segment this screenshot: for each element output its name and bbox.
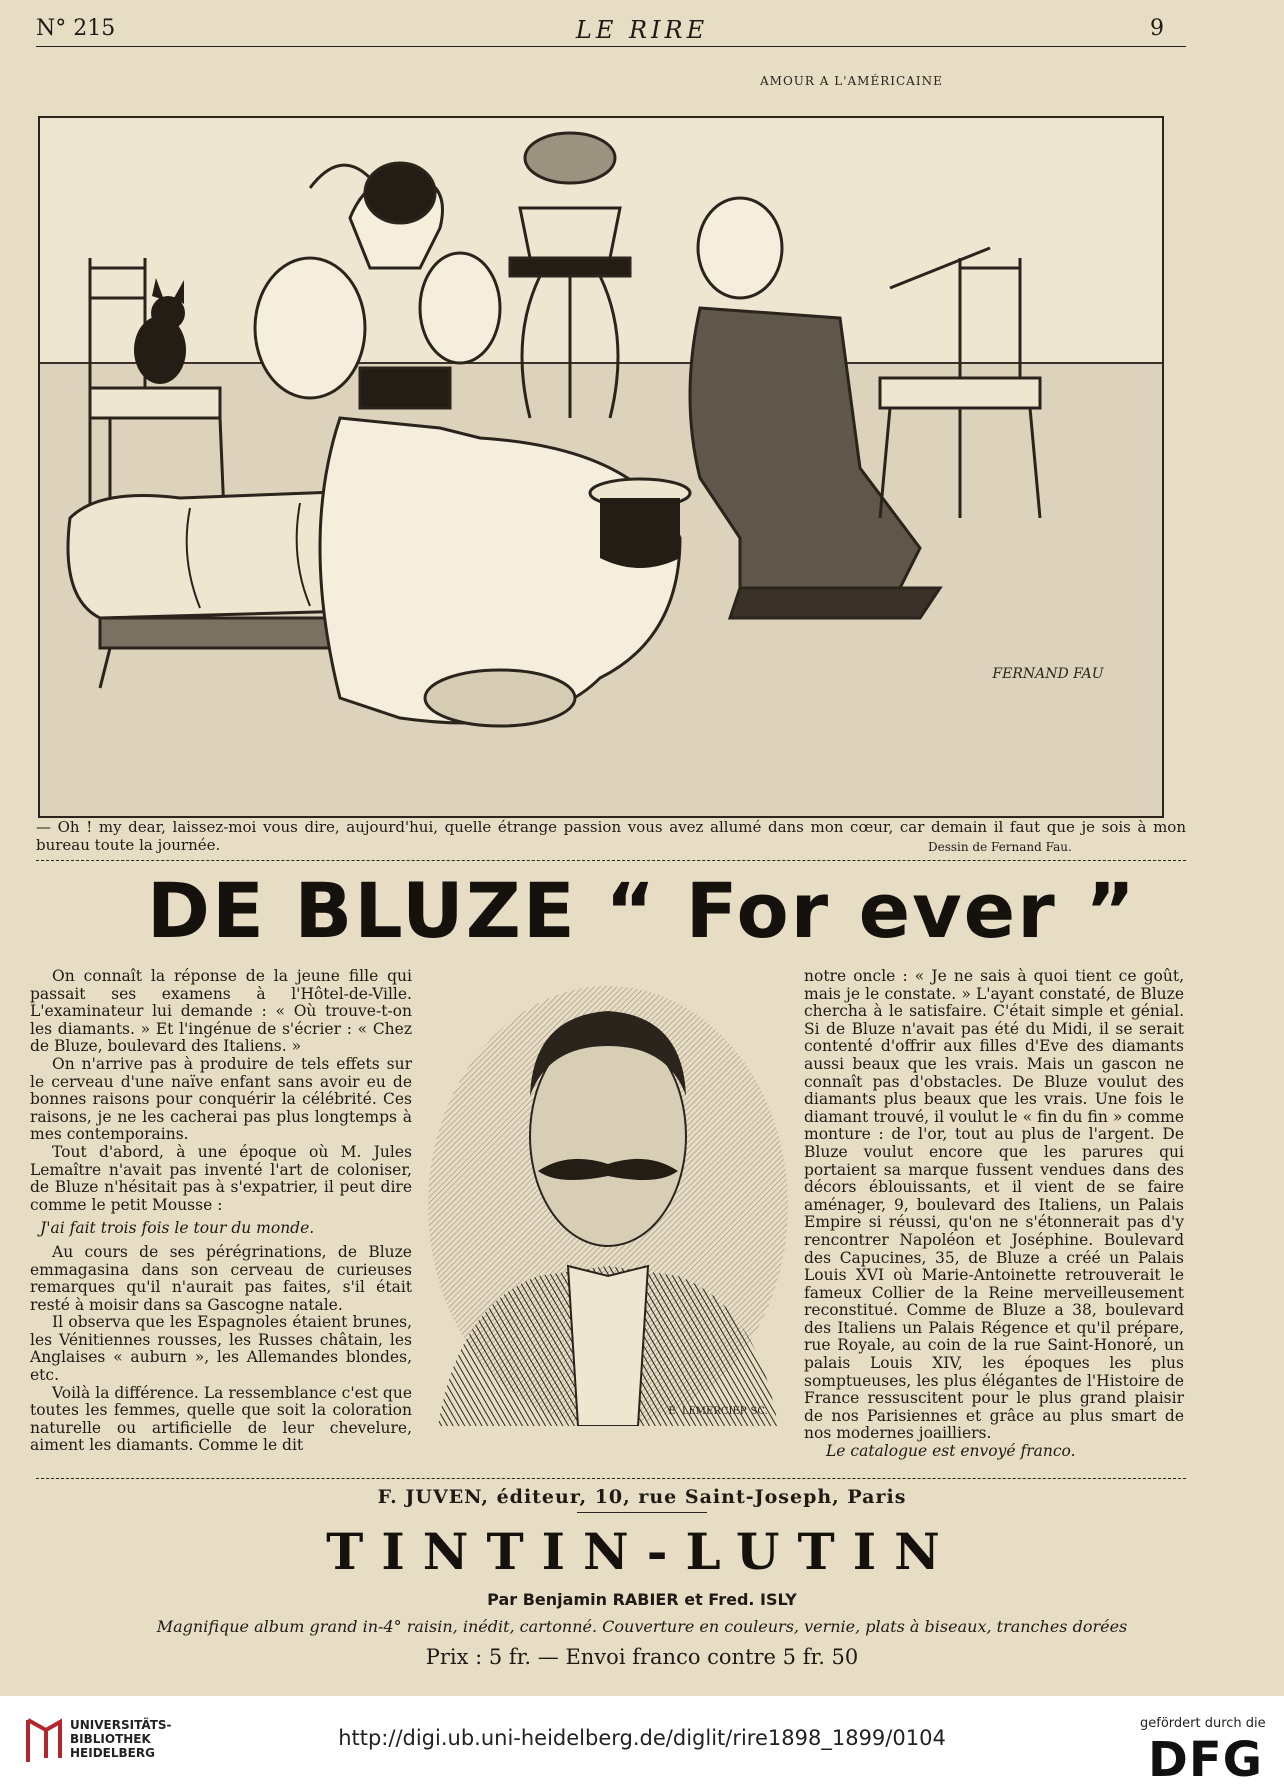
left-column	[30, 968, 412, 1455]
left-paragraph: Au cours de ses pérégrinations, de Bluze emmagasina dans son cerveau de curieuses remarques qu'il n'aurait pas faites, s'il était resté à moisir dans sa Gascogne natale.	[30, 1242, 412, 1314]
left-paragraph: On connaît la réponse de la jeune fille qui passait ses examens à l'Hôtel-de-Ville. L'examinateur lui demande : « Où trouve-t-on les diamants. » Et l'ingénue de s'écrier : « Chez de Bluze, boulevard des Italiens. »	[30, 967, 412, 1056]
cartoon-caption-line2: bureau toute la journée.	[36, 836, 221, 854]
album-price: Prix : 5 fr. — Envoi franco contre 5 fr. 50	[425, 1645, 859, 1669]
page-number: 9	[1150, 16, 1164, 41]
engraver-signature: E. LEMERCIER SC.	[668, 1406, 768, 1417]
album-description: Magnifique album grand in-4° raisin, inédit, cartonné. Couverture en couleurs, vernie, plats à biseaux, tranches dorées	[156, 1617, 1128, 1636]
dog	[134, 278, 186, 384]
album-authors: Par Benjamin RABIER et Fred. ISLY	[487, 1590, 797, 1609]
cartoon-credit: Dessin de Fernand Fau.	[928, 840, 1072, 854]
caption-rule	[36, 860, 1186, 861]
portrait-engraving	[418, 976, 798, 1426]
portrait-drawing	[418, 976, 798, 1426]
left-paragraph: Il observa que les Espagnoles étaient brunes, les Vénitiennes rousses, les Russes châtain, les Anglaises « auburn », les Allemandes blondes, etc.	[30, 1313, 412, 1385]
library-line2: BIBLIOTHEK	[70, 1732, 151, 1746]
dfg-logo: DFG	[1148, 1732, 1264, 1788]
article-headline: DE BLUZE “ For ever ”	[146, 866, 1138, 955]
publisher-line: F. JUVEN, éditeur, 10, rue Saint-Joseph, Paris	[377, 1486, 907, 1508]
funder-text: gefördert durch die	[1140, 1716, 1266, 1731]
cartoon-caption-line1: — Oh ! my dear, laissez-moi vous dire, aujourd'hui, quelle étrange passion vous avez allumé dans mon cœur, car demain il faut que je sois à mon	[36, 818, 1186, 836]
cartoon-drawing	[40, 118, 1162, 816]
library-line3: HEIDELBERG	[70, 1746, 155, 1760]
song-quote: J'ai fait trois fois le tour du monde.	[40, 1219, 315, 1238]
article-rule	[36, 1478, 1186, 1479]
catalogue-note: Le catalogue est envoyé franco.	[826, 1442, 1076, 1461]
library-line1: UNIVERSITÄTS-	[70, 1718, 172, 1732]
artist-signature: FERNAND FAU	[992, 666, 1104, 682]
cartoon-illustration	[38, 116, 1164, 818]
album-title: TINTIN-LUTIN	[326, 1522, 958, 1581]
ad-divider	[577, 1512, 707, 1513]
portrait-shirt	[568, 1266, 648, 1426]
cartoon-title: AMOUR A L'AMÉRICAINE	[760, 74, 943, 88]
left-paragraph: Voilà la différence. La ressemblance c'est que toutes les femmes, quelle que soit la coloration naturelle ou artificielle de leur chevelure, aiment les diamants. Comme le dit	[30, 1383, 412, 1455]
left-paragraph: On n'arrive pas à produire de tels effets sur le cerveau d'une naïve enfant sans avoir eu de bonnes raisons pour conquérir la célébrité. Ces raisons, je ne les cacherai pas plus longtemps à mes contemporains.	[30, 1054, 412, 1144]
right-column	[804, 968, 1184, 1461]
permalink-url[interactable]: http://digi.ub.uni-heidelberg.de/diglit/rire1898_1899/0104	[338, 1726, 946, 1750]
right-paragraph: notre oncle : « Je ne sais à quoi tient ce goût, mais je le constate. » L'ayant constaté, de Bluze chercha à le satisfaire. C'était simple et génial. Si de Bluze n'avait pas été du Midi, il se serait contenté d'offrir aux filles d'Eve des diamants aussi beaux que les vrais. Mais un gascon ne connaît pas d'obstacles. De Bluze voulut des diamants plus beaux que les vrais. Une fois le diamant trouvé, il voulut le « fin du fin » comme monture : de l'or, tout au plus de l'argent. De Bluze voulut encore que les parures qui portaient sa marque fussent vendues dans des décors éblouissants, et il vient de se faire aménager, 9, boulevard des Italiens, un Palais Empire si réussi, qu'on ne s'étonnerait pas d'y rencontrer Napoléon et Joséphine. Boulevard des Capucines, 35, de Bluze a créé un Palais Louis XVI où Marie-Antoinette retrouverait le fameux Collier de la Reine merveilleusement reconstitué. Comme de Bluze a 38, boulevard des Italiens un Palais Régence et qu'il prépare, rue Royale, au coin de la rue Saint-Honoré, un palais Louis XIV, les époques les plus somptueuses, les plus élégantes de l'Histoire de France ressuscitent pour le plus grand plaisir de nos Parisiennes et grâce au plus smart de nos modernes joailliers.	[804, 967, 1184, 1443]
header-rule	[36, 46, 1186, 47]
left-paragraph: Tout d'abord, à une époque où M. Jules Lemaître n'avait pas inventé l'art de coloniser, de Bluze n'hésitait pas à s'expatrier, il peut dire comme le petit Mousse :	[30, 1142, 412, 1214]
footstool	[425, 670, 575, 726]
issue-number: N° 215	[36, 16, 116, 41]
top-hat	[590, 479, 690, 568]
journal-title: LE RIRE	[575, 16, 709, 44]
